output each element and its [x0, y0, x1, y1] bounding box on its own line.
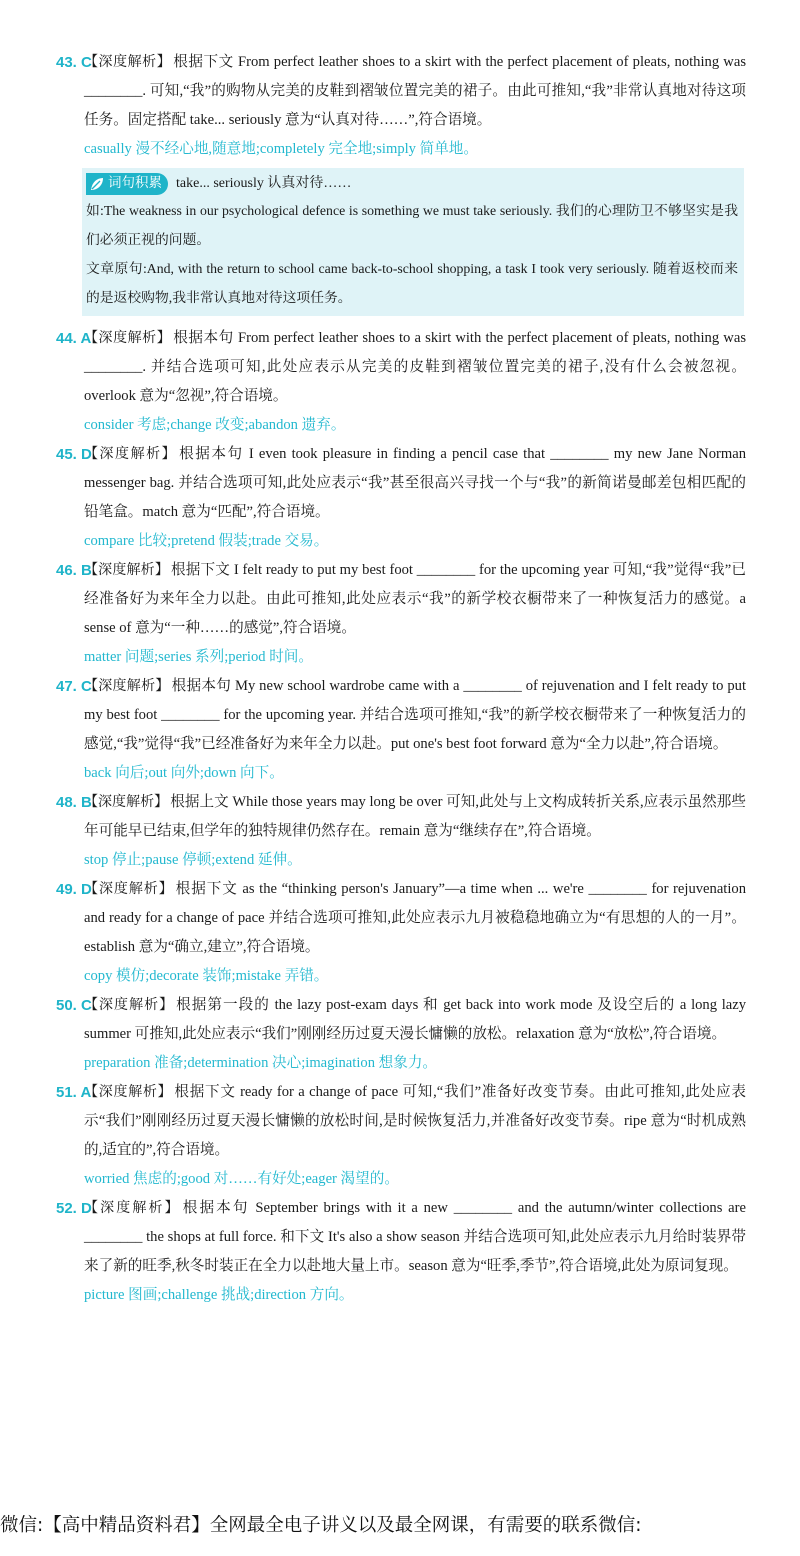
answer-item-52: [56, 1194, 746, 1310]
analysis-body: 根据本句 From perfect leather shoes to a skirt with the perfect placement of pleats, nothing was ________. 并结合选项可知,此处应表示从完美的皮鞋到褶皱位置完美的裙子,没有什么会被忽视。overlook 意为“忽视”,符合语境。: [84, 330, 747, 404]
answer-number: 44. A: [56, 330, 92, 347]
analysis-tag: 【深度解析】: [84, 562, 170, 578]
answer-number: 46. B: [56, 562, 92, 579]
vocab-box: [82, 168, 744, 316]
analysis-tag: 【深度解析】: [84, 881, 174, 897]
answer-item-44: [56, 324, 746, 440]
explanation-text: [84, 991, 746, 1049]
vocab-original-sentence: 文章原句:And, with the return to school came back-to-school shopping, a task I took very seriously. 随着返校而来的是返校购物,我非常认真地对待这项任务。: [86, 261, 738, 305]
distractor-notes: stop 停止;pause 停顿;extend 延伸。: [84, 852, 302, 868]
analysis-tag: 【深度解析】: [84, 997, 175, 1013]
distractor-notes: picture 图画;challenge 挑战;direction 方向。: [84, 1287, 354, 1303]
analysis-body: 根据下文 ready for a change of pace 可知,“我们”准备好改变节奏。由此可推知,此处应表示“我们”刚刚经历过夏天漫长慵懒的放松时间,是时候恢复活力,并准备好改变节奏。ripe 意为“时机成熟的,适宜的”,符合语境。: [84, 1084, 747, 1158]
distractor-notes: back 向后;out 向外;down 向下。: [84, 765, 284, 781]
analysis-tag: 【深度解析】: [84, 1084, 173, 1100]
analysis-body: 根据本句 September brings with it a new ________ and the autumn/winter collections are ________ the shops at full force. 和下文 It's also a show season 并结合选项可知,此处应表示九月给时装界带来了新的旺季,秋冬时装正在全力以赴地大量上市。season 意为“旺季,季节”,符合语境,此处为原词复现。: [84, 1200, 746, 1274]
distractor-notes: matter 问题;series 系列;period 时间。: [84, 649, 313, 665]
answer-item-50: [56, 991, 746, 1078]
explanation-text: [84, 1194, 746, 1281]
leaf-icon: [89, 176, 105, 192]
explanation-text: [84, 788, 746, 846]
analysis-body: 根据下文 I felt ready to put my best foot ________ for the upcoming year 可知,“我”觉得“我”已经准备好为来年全力以赴。由此可推知,此处应表示“我”的新学校衣橱带来了一种恢复活力的感觉。a sense of 意为“一种……的感觉”,符合语境。: [84, 562, 746, 636]
vocab-badge: [86, 173, 168, 195]
analysis-body: 根据下文 as the “thinking person's January”—a time when ... we're ________ for rejuvenation and ready for a change of pace 并结合选项可推知,此处应表示九月被稳稳地确立为“有思想的人的一月”。establish 意为“确立,建立”,符合语境。: [84, 881, 746, 955]
explanation-text: [84, 440, 746, 527]
answer-number: 51. A: [56, 1084, 92, 1101]
analysis-body: 根据下文 From perfect leather shoes to a skirt with the perfect placement of pleats, nothing was ________. 可知,“我”的购物从完美的皮鞋到褶皱位置完美的裙子。由此可推知,“我”非常认真地对待这项任务。固定搭配 take... seriously 意为“认真对待……”,符合语境。: [84, 54, 747, 128]
distractor-notes: compare 比较;pretend 假装;trade 交易。: [84, 533, 329, 549]
answer-number: 49. D: [56, 881, 92, 898]
analysis-body: 根据上文 While those years may long be over 可知,此处与上文构成转折关系,应表示虽然那些年可能早已结束,但学年的独特规律仍然存在。remain 意为“继续存在”,符合语境。: [84, 794, 746, 839]
distractor-notes: casually 漫不经心地,随意地;completely 完全地;simply 简单地。: [84, 141, 478, 157]
analysis-body: 根据第一段的 the lazy post-exam days 和 get back into work mode 及设空后的 a long lazy summer 可推知,此处应表示“我们”刚刚经历过夏天漫长慵懒的放松。relaxation 意为“放松”,符合语境。: [84, 997, 747, 1042]
explanation-text: [84, 324, 746, 411]
footer-watermark: 微信:【高中精品资料君】全网最全电子讲义以及最全网课，有需要的联系微信:: [0, 1515, 642, 1536]
distractor-notes: copy 模仿;decorate 装饰;mistake 弄错。: [84, 968, 329, 984]
explanation-text: [84, 556, 746, 643]
vocab-headword: take... seriously 认真对待……: [176, 176, 352, 191]
distractor-notes: consider 考虑;change 改变;abandon 遗弃。: [84, 417, 346, 433]
analysis-tag: 【深度解析】: [84, 1200, 181, 1216]
answer-number: 52. D: [56, 1200, 92, 1217]
distractor-notes: preparation 准备;determination 决心;imagination 想象力。: [84, 1055, 438, 1071]
answer-item-49: [56, 875, 746, 991]
answer-item-48: [56, 788, 746, 875]
answer-number: 43. C: [56, 54, 92, 71]
vocab-example: 如:The weakness in our psychological defence is something we must take seriously. 我们的心理防卫不够坚实是我们必须正视的问题。: [86, 203, 738, 247]
answer-item-45: [56, 440, 746, 556]
answer-item-51: [56, 1078, 746, 1194]
explanation-text: [84, 1078, 746, 1165]
analysis-body: 根据本句 My new school wardrobe came with a ________ of rejuvenation and I felt ready to put my best foot ________ for the upcoming year. 并结合选项可推知,“我”的新学校衣橱带来了一种恢复活力的感觉,“我”觉得“我”已经准备好为来年全力以赴。put one's best foot forward 意为“全力以赴”,符合语境。: [84, 678, 747, 752]
analysis-tag: 【深度解析】: [84, 330, 172, 346]
answer-item-46: [56, 556, 746, 672]
answer-number: 48. B: [56, 794, 92, 811]
vocab-badge-label: 词句积累: [108, 175, 162, 191]
answer-item-47: [56, 672, 746, 788]
analysis-body: 根据本句 I even took pleasure in finding a pencil case that ________ my new Jane Norman messenger bag. 并结合选项可知,此处应表示“我”甚至很高兴寻找一个与“我”的新简诺曼邮差包相匹配的铅笔盒。match 意为“匹配”,符合语境。: [84, 446, 746, 520]
explanation-text: [84, 672, 746, 759]
distractor-notes: worried 焦虑的;good 对……有好处;eager 渴望的。: [84, 1171, 399, 1187]
answer-number: 47. C: [56, 678, 92, 695]
analysis-tag: 【深度解析】: [84, 446, 178, 462]
explanation-text: [84, 48, 746, 135]
explanation-text: [84, 875, 746, 962]
answer-number: 45. D: [56, 446, 92, 463]
analysis-tag: 【深度解析】: [84, 794, 169, 810]
answer-explanations: [0, 48, 800, 1310]
answer-item-43: [56, 48, 746, 164]
vocab-header: [86, 171, 738, 196]
analysis-tag: 【深度解析】: [84, 54, 172, 70]
answer-number: 50. C: [56, 997, 92, 1014]
analysis-tag: 【深度解析】: [84, 678, 170, 694]
